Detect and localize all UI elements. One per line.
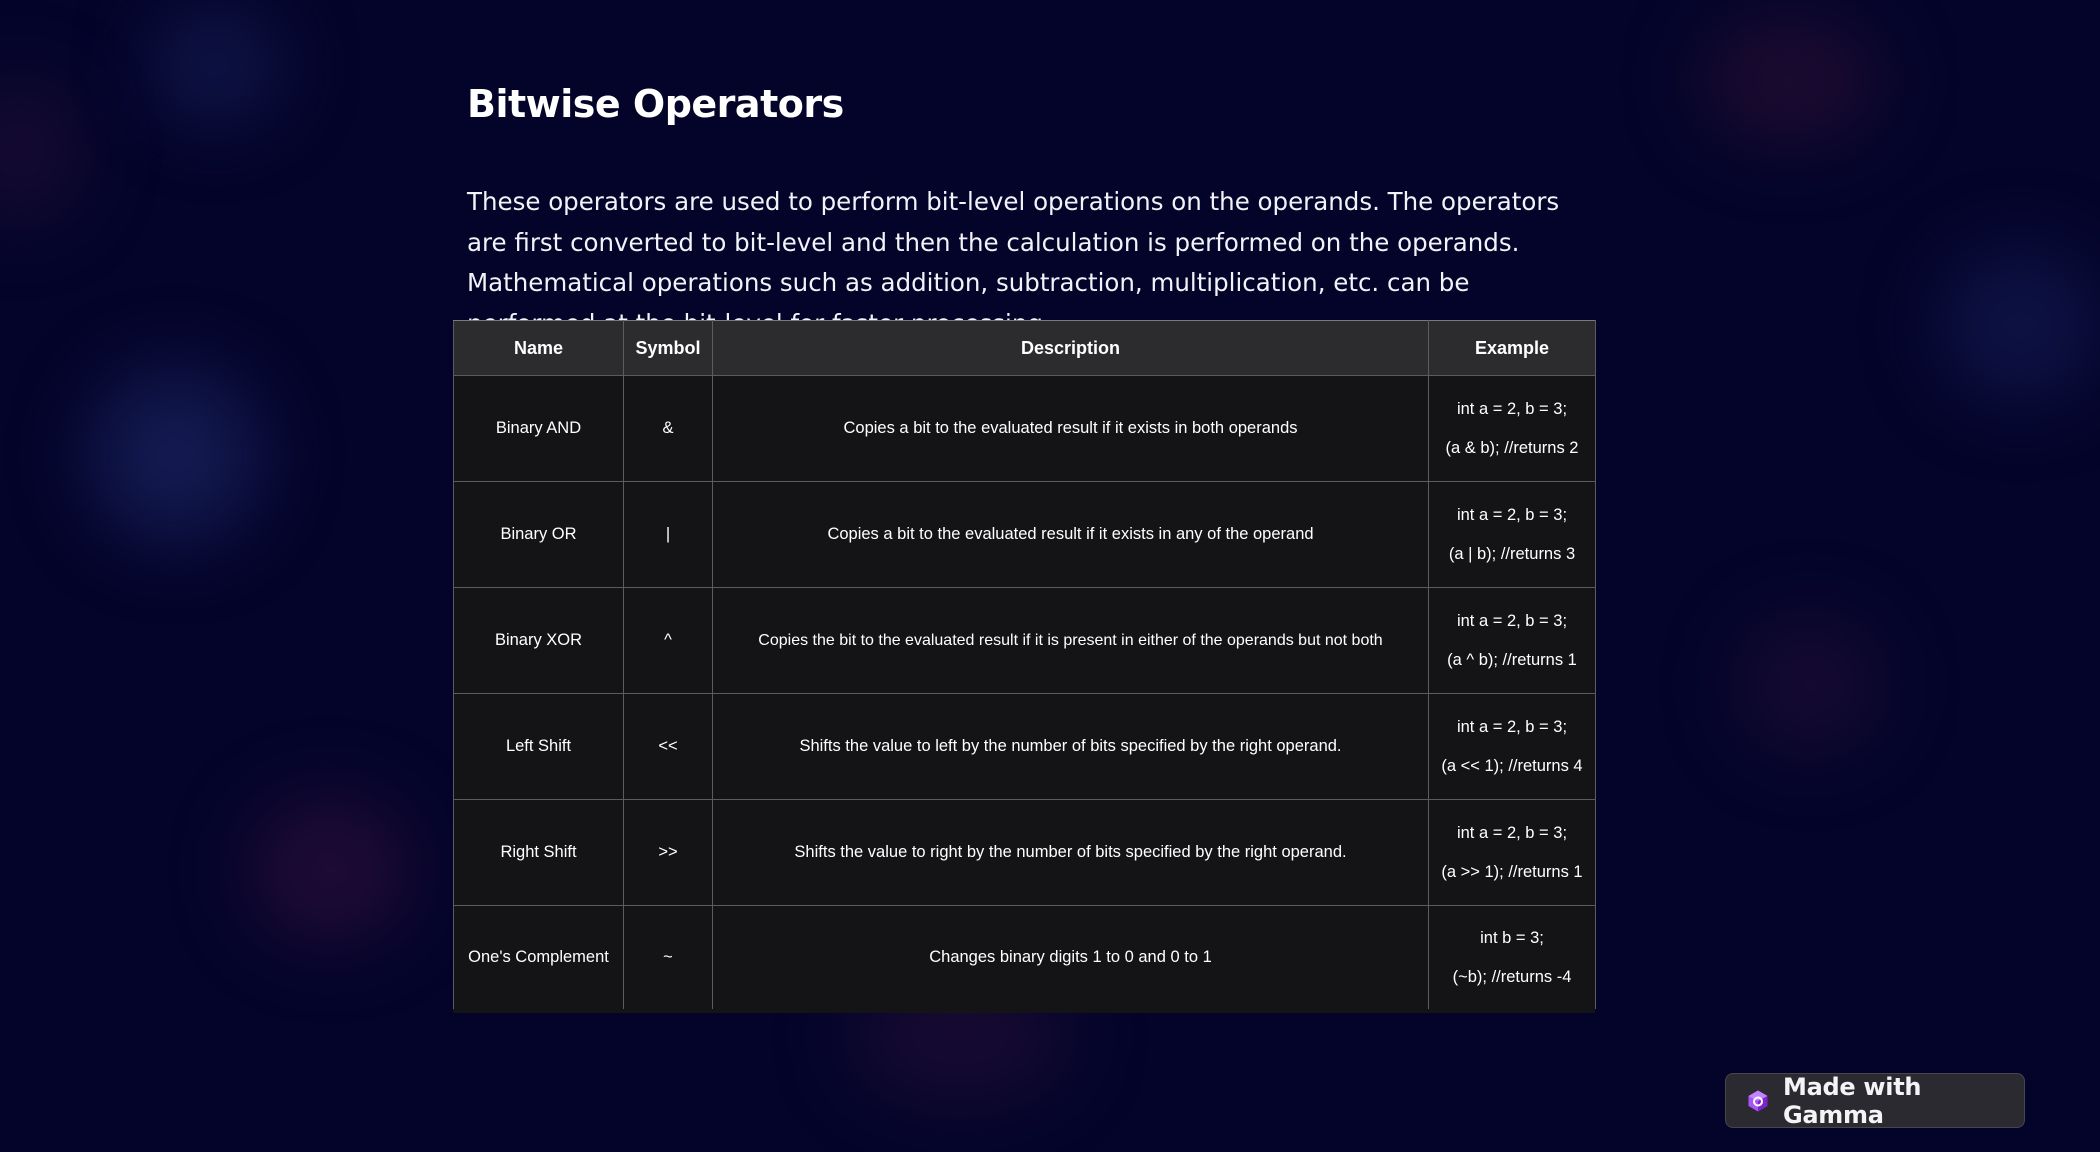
- operator-description: Copies a bit to the evaluated result if it exists in any of the operand: [713, 482, 1429, 588]
- operator-symbol: ~: [624, 906, 713, 1010]
- operator-description: Shifts the value to left by the number of bits specified by the right operand.: [713, 694, 1429, 800]
- operator-example: [1429, 376, 1596, 482]
- operator-name: Binary AND: [454, 376, 624, 482]
- table-row: [454, 800, 1596, 906]
- example-expression: (a >> 1); //returns 1: [1441, 862, 1583, 881]
- column-header-name: Name: [454, 321, 624, 376]
- example-declaration: int a = 2, b = 3;: [1456, 717, 1568, 736]
- operator-example: [1429, 482, 1596, 588]
- example-expression: (a & b); //returns 2: [1445, 438, 1579, 457]
- operator-name: Binary XOR: [454, 588, 624, 694]
- operator-symbol: ^: [624, 588, 713, 694]
- intro-paragraph: These operators are used to perform bit-level operations on the operands. The operators are first converted to bit-level and then the calculation is performed on the operands. Mathematical operations such as addition, subtraction, multiplication, etc. can be: [467, 187, 1560, 297]
- example-expression: (~b); //returns -4: [1452, 967, 1572, 986]
- background-glow: [1740, 620, 1880, 750]
- operator-description: Changes binary digits 1 to 0 and 0 to 1: [713, 906, 1429, 1010]
- gamma-logo-icon: [1746, 1089, 1770, 1113]
- column-header-description: Description: [713, 321, 1429, 376]
- operator-name: One's Complement: [454, 906, 624, 1010]
- table-row: [454, 588, 1596, 694]
- operator-description: Copies the bit to the evaluated result if it is present in either of the operands but not both: [713, 588, 1429, 694]
- table-header-row: [454, 321, 1596, 376]
- example-declaration: int b = 3;: [1480, 928, 1544, 947]
- column-header-symbol: Symbol: [624, 321, 713, 376]
- example-declaration: int a = 2, b = 3;: [1456, 611, 1568, 630]
- operator-symbol: >>: [624, 800, 713, 906]
- example-declaration: int a = 2, b = 3;: [1456, 505, 1568, 524]
- table-row: [454, 694, 1596, 800]
- operator-example: [1429, 694, 1596, 800]
- page-title: Bitwise Operators: [467, 82, 844, 126]
- table-row: [454, 482, 1596, 588]
- operator-symbol: <<: [624, 694, 713, 800]
- background-glow: [1700, 20, 1880, 140]
- background-glow: [90, 370, 260, 540]
- operator-example: [1429, 906, 1596, 1010]
- operator-description: Shifts the value to right by the number of bits specified by the right operand.: [713, 800, 1429, 906]
- made-with-gamma-label: Made with Gamma: [1783, 1072, 1922, 1129]
- operator-description: Copies a bit to the evaluated result if it exists in both operands: [713, 376, 1429, 482]
- background-glow: [150, 10, 280, 120]
- example-declaration: int a = 2, b = 3;: [1456, 823, 1568, 842]
- background-glow: [250, 800, 410, 940]
- example-expression: (a | b); //returns 3: [1448, 544, 1576, 563]
- background-glow: [0, 80, 80, 220]
- operator-example: [1429, 800, 1596, 906]
- made-with-gamma-button[interactable]: [1725, 1073, 2025, 1128]
- background-glow: [1940, 250, 2100, 400]
- operators-table-container: [453, 320, 1595, 1013]
- example-declaration: int a = 2, b = 3;: [1456, 399, 1568, 418]
- column-header-example: Example: [1429, 321, 1596, 376]
- operator-name: Left Shift: [454, 694, 624, 800]
- example-expression: (a ^ b); //returns 1: [1447, 650, 1577, 669]
- operator-example: [1429, 588, 1596, 694]
- operator-symbol: |: [624, 482, 713, 588]
- operators-table: [453, 320, 1596, 1009]
- operator-name: Binary OR: [454, 482, 624, 588]
- operator-symbol: &: [624, 376, 713, 482]
- table-row: [454, 906, 1596, 1010]
- example-expression: (a << 1); //returns 4: [1441, 756, 1583, 775]
- operator-name: Right Shift: [454, 800, 624, 906]
- table-row: [454, 376, 1596, 482]
